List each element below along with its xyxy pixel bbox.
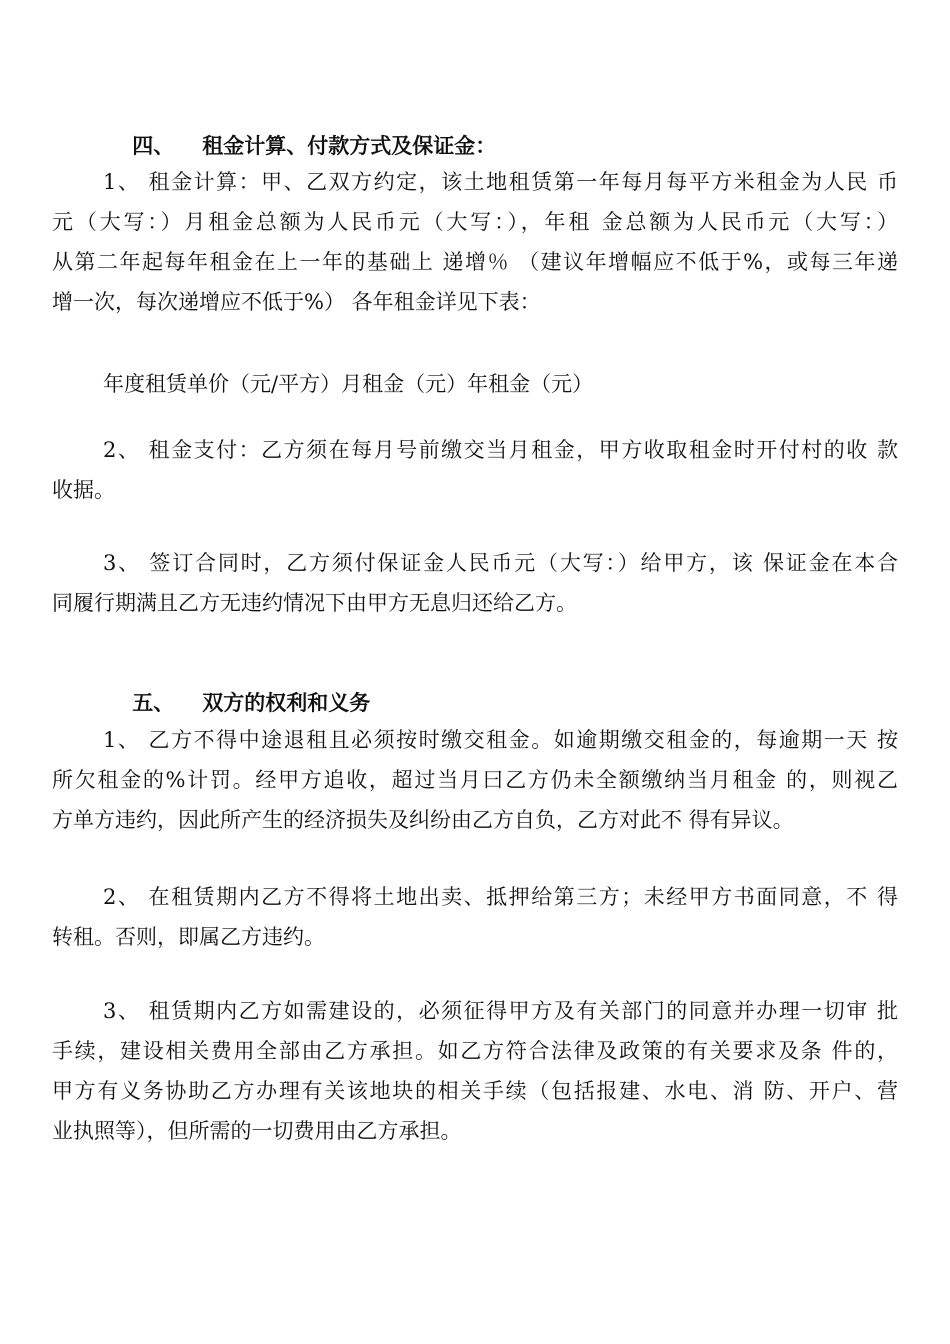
paragraph-line: 同履行期满且乙方无违约情况下由甲方无息归还给乙方。 bbox=[52, 591, 577, 615]
paragraph-line: 收据。 bbox=[52, 478, 115, 502]
paragraph-line: 2、 租金支付：乙方须在每月号前缴交当月租金，甲方收取租金时开付村的收 款 bbox=[103, 438, 898, 462]
paragraph-rent-table-header bbox=[52, 364, 898, 404]
paragraph-no-early-termination bbox=[52, 720, 898, 840]
paragraph-line: 手续，建设相关费用全部由乙方承担。如乙方符合法律及政策的有关要求及条 件的， bbox=[52, 1039, 899, 1063]
paragraph-line: 年度租赁单价（元/平方）月租金（元）年租金（元） bbox=[103, 372, 594, 396]
paragraph-line: 甲方有义务协助乙方办理有关该地块的相关手续（包括报建、水电、消 防、开户、营 bbox=[52, 1079, 898, 1103]
paragraph-line: 所欠租金的%计罚。经甲方追收，超过当月曰乙方仍未全额缴纳当月租金 的，则视乙 bbox=[52, 768, 898, 792]
paragraph-line: 1、 乙方不得中途退租且必须按时缴交租金。如逾期缴交租金的，每逾期一天 按 bbox=[103, 728, 898, 752]
paragraph-line: 方单方违约，因此所产生的经济损失及纠纷由乙方自负，乙方对此不 得有异议。 bbox=[52, 808, 794, 832]
paragraph-no-sale-or-sublease bbox=[52, 877, 898, 957]
section-title: 双方的权利和义务 bbox=[202, 690, 371, 715]
paragraph-rent-calculation bbox=[52, 162, 898, 322]
paragraph-deposit bbox=[52, 543, 898, 623]
paragraph-line: 3、 签订合同时，乙方须付保证金人民币元（大写：）给甲方，该 保证金在本合 bbox=[103, 551, 898, 575]
paragraph-line: 1、 租金计算：甲、乙双方约定，该土地租赁第一年每月每平方米租金为人民 币 bbox=[103, 170, 898, 194]
paragraph-line: 业执照等），但所需的一切费用由乙方承担。 bbox=[52, 1119, 462, 1143]
paragraph-line: 从第二年起每年租金在上一年的基础上 递增％ （建议年增幅应不低于%，或每三年递 bbox=[52, 250, 898, 274]
paragraph-line: 转租。否则，即属乙方违约。 bbox=[52, 925, 325, 949]
section-title: 租金计算、付款方式及保证金： bbox=[202, 133, 497, 158]
section-number: 五、 bbox=[132, 690, 175, 715]
paragraph-line: 2、 在租赁期内乙方不得将土地出卖、抵押给第三方；未经甲方书面同意，不 得 bbox=[103, 885, 898, 909]
paragraph-line: 3、 租赁期内乙方如需建设的，必须征得甲方及有关部门的同意并办理一切审 批 bbox=[103, 999, 898, 1023]
paragraph-line: 元（大写：）月租金总额为人民币元（大写：），年租 金总额为人民币元（大写：） bbox=[52, 210, 899, 234]
paragraph-rent-payment bbox=[52, 430, 898, 510]
paragraph-construction bbox=[52, 991, 898, 1151]
paragraph-line: 增一次，每次递增应不低于%） 各年租金详见下表： bbox=[52, 290, 541, 314]
section-number: 四、 bbox=[132, 133, 175, 158]
